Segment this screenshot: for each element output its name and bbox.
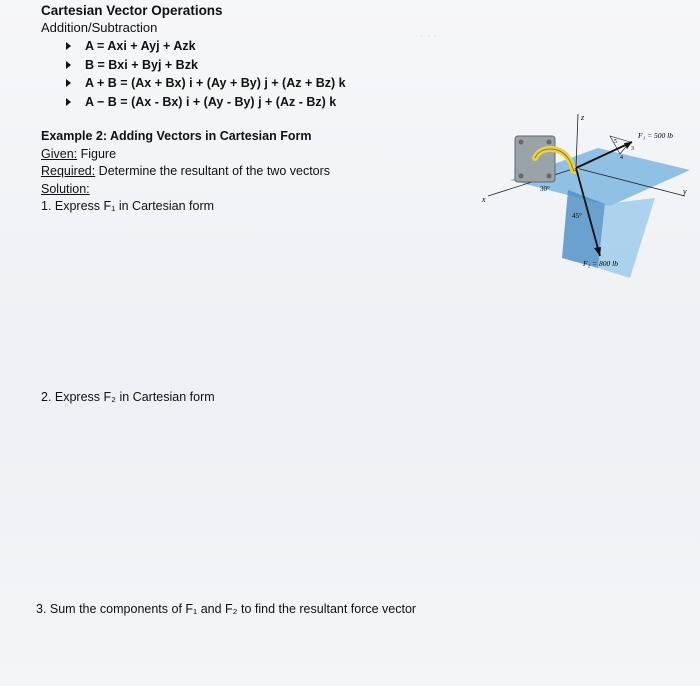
solution-label: Solution: (41, 181, 90, 196)
solution-line (41, 181, 330, 199)
given-value: Figure (77, 146, 117, 161)
step-1: 1. Express F₁ in Cartesian form (41, 199, 215, 213)
angle-30-label: 30° (540, 185, 550, 193)
formula-item (66, 56, 346, 75)
example-block (41, 128, 330, 216)
bolt-icon (547, 140, 552, 145)
formula-text: A + B = (Ax + Bx) i + (Ay + By) j + (Az + Bz) k (85, 76, 346, 90)
bullet-arrow-icon (66, 98, 71, 106)
required-label: Required: (41, 164, 96, 178)
step-2: 2. Express F₂ in Cartesian form (41, 390, 215, 404)
formula-item (66, 37, 346, 56)
angle-45-label: 45° (572, 212, 582, 220)
force-vector-figure (480, 108, 695, 280)
page-title: Cartesian Vector Operations (41, 3, 223, 18)
formula-text: A − B = (Ax - Bx) i + (Ay - By) j + (Az - Bz) k (85, 94, 337, 109)
f2-label: F₂ = 800 lb (583, 259, 618, 268)
bolt-icon (547, 174, 552, 179)
bleed-through-text: · · · (420, 30, 438, 42)
axis-z-label: z (581, 113, 585, 122)
formula-item (66, 74, 346, 93)
given-label: Given: (41, 146, 78, 161)
bolt-icon (519, 174, 524, 179)
bullet-arrow-icon (66, 61, 71, 69)
step-3: 3. Sum the components of F₁ and F₂ to find the resultant force vector (36, 602, 417, 616)
bullet-arrow-icon (66, 79, 71, 87)
required-line (41, 163, 330, 181)
section-subtitle: Addition/Subtraction (41, 20, 158, 35)
ratio-5-label: 5 (614, 139, 617, 145)
vertical-plane (562, 190, 605, 268)
formula-text: B = Bxi + Byj + Bzk (85, 57, 198, 72)
ratio-4-label: 4 (620, 155, 623, 161)
given-line (41, 146, 330, 164)
example-heading: Example 2: Adding Vectors in Cartesian Form (41, 129, 312, 143)
bullet-arrow-icon (66, 42, 71, 50)
axis-x-label: x (482, 195, 486, 204)
formula-item (66, 93, 346, 112)
required-value: Determine the resultant of the two vectors (95, 164, 331, 178)
ratio-3-label: 3 (631, 146, 634, 152)
axis-y-label: y (683, 187, 687, 196)
formula-list (66, 37, 346, 111)
f1-label: F₁ = 500 lb (638, 131, 673, 140)
formula-text: A = Axi + Ayj + Azk (85, 39, 196, 53)
bolt-icon (519, 140, 524, 145)
